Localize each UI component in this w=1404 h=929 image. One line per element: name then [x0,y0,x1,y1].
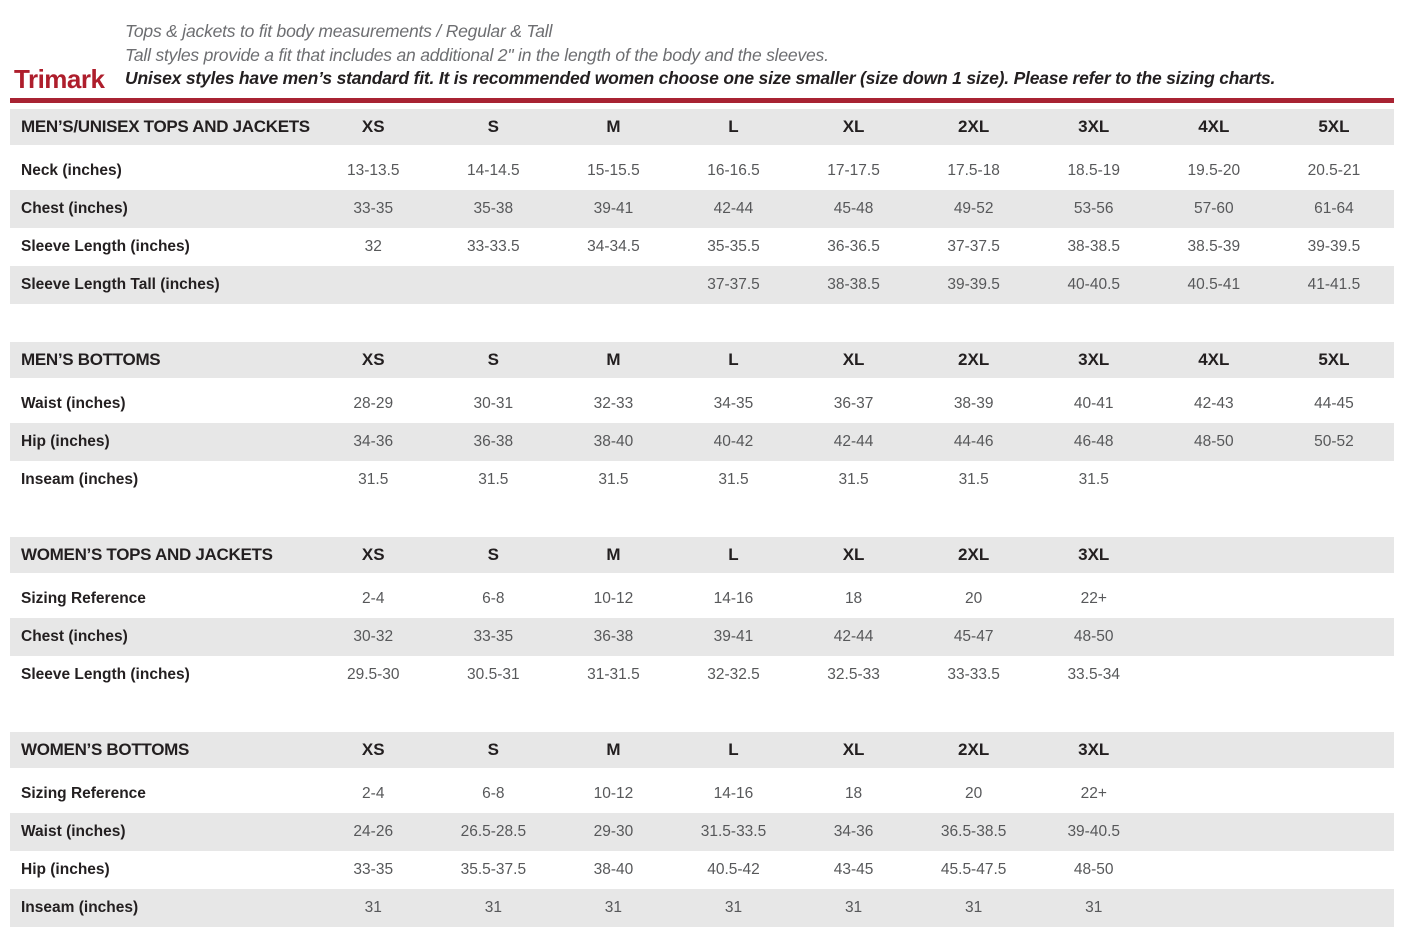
cell-value: 45.5-47.5 [914,851,1034,889]
cell-value: 31.5 [914,461,1034,499]
table-title: WOMEN’S TOPS AND JACKETS [10,537,313,573]
cell-value [1274,580,1394,618]
table-header-row [10,732,1394,768]
table-row [10,889,1394,927]
cell-value: 36-37 [794,385,914,423]
cell-value: 57-60 [1154,190,1274,228]
cell-value: 35.5-37.5 [433,851,553,889]
table-title: MEN’S/UNISEX TOPS AND JACKETS [10,109,313,145]
cell-value: 40-41 [1034,385,1154,423]
cell-value: 14-14.5 [433,152,553,190]
cell-value [1154,580,1274,618]
size-column-header: 4XL [1154,342,1274,378]
table-row [10,461,1394,499]
size-table [10,342,1394,499]
row-label: Sleeve Length Tall (inches) [10,266,313,304]
cell-value: 31.5-33.5 [673,813,793,851]
intro-line-unisex: Unisex styles have men’s standard fit. It is recommended women choose one size smaller (size down 1 size). Please refer to the sizing charts. [125,68,1276,88]
cell-value: 40.5-41 [1154,266,1274,304]
size-column-header: M [553,537,673,573]
cell-value: 61-64 [1274,190,1394,228]
cell-value: 46-48 [1034,423,1154,461]
size-column-header: 5XL [1274,109,1394,145]
row-label: Hip (inches) [10,423,313,461]
page-header [0,0,1404,103]
cell-value: 38-40 [553,851,673,889]
table-header-row [10,342,1394,378]
cell-value: 40.5-42 [673,851,793,889]
cell-value: 35-35.5 [673,228,793,266]
size-column-header: L [673,342,793,378]
cell-value: 36-38 [553,618,673,656]
cell-value: 31 [1034,889,1154,927]
size-column-header: S [433,732,553,768]
size-column-header: S [433,537,553,573]
cell-value: 39-39.5 [914,266,1034,304]
row-label: Sizing Reference [10,775,313,813]
row-label: Hip (inches) [10,851,313,889]
cell-value: 38-39 [914,385,1034,423]
cell-value: 31 [673,889,793,927]
size-column-header: 3XL [1034,537,1154,573]
row-label: Sleeve Length (inches) [10,656,313,694]
row-label: Sleeve Length (inches) [10,228,313,266]
cell-value: 38.5-39 [1154,228,1274,266]
cell-value: 17-17.5 [794,152,914,190]
size-column-header [1154,537,1274,573]
cell-value: 10-12 [553,580,673,618]
size-column-header: 2XL [914,732,1034,768]
cell-value: 32-32.5 [673,656,793,694]
intro-text-block [125,20,1384,91]
cell-value: 17.5-18 [914,152,1034,190]
cell-value: 44-45 [1274,385,1394,423]
cell-value: 32 [313,228,433,266]
cell-value: 6-8 [433,775,553,813]
cell-value: 31 [794,889,914,927]
size-column-header [1274,732,1394,768]
cell-value [1274,775,1394,813]
cell-value: 45-48 [794,190,914,228]
cell-value: 34-36 [313,423,433,461]
cell-value: 20 [914,580,1034,618]
row-label: Sizing Reference [10,580,313,618]
size-column-header: XL [794,109,914,145]
size-column-header [1274,537,1394,573]
cell-value: 28-29 [313,385,433,423]
table-header-row [10,537,1394,573]
size-column-header: L [673,537,793,573]
cell-value: 38-38.5 [1034,228,1154,266]
cell-value: 40-42 [673,423,793,461]
cell-value [1154,851,1274,889]
size-column-header: M [553,109,673,145]
cell-value [313,266,433,304]
cell-value [1274,889,1394,927]
size-column-header: XL [794,537,914,573]
row-label: Waist (inches) [10,385,313,423]
size-column-header: 3XL [1034,732,1154,768]
cell-value: 36.5-38.5 [914,813,1034,851]
cell-value [1274,813,1394,851]
cell-value: 20.5-21 [1274,152,1394,190]
cell-value: 36-36.5 [794,228,914,266]
intro-line-fit: Tops & jackets to fit body measurements / Regular & Tall [125,21,553,41]
cell-value: 42-44 [794,423,914,461]
cell-value: 34-34.5 [553,228,673,266]
cell-value: 32-33 [553,385,673,423]
intro-line-tall: Tall styles provide a fit that includes an additional 2" in the length of the body and the sleeves. [125,44,829,65]
row-label: Chest (inches) [10,618,313,656]
cell-value: 39-41 [673,618,793,656]
cell-value: 19.5-20 [1154,152,1274,190]
cell-value: 13-13.5 [313,152,433,190]
cell-value [1154,618,1274,656]
cell-value: 18.5-19 [1034,152,1154,190]
table-row [10,152,1394,190]
cell-value: 31 [914,889,1034,927]
cell-value: 10-12 [553,775,673,813]
cell-value: 33-35 [313,190,433,228]
table-title: MEN’S BOTTOMS [10,342,313,378]
cell-value: 29-30 [553,813,673,851]
size-column-header: XL [794,342,914,378]
table-row [10,266,1394,304]
cell-value: 16-16.5 [673,152,793,190]
brand-logo: Trimark [14,64,105,94]
cell-value: 33-35 [313,851,433,889]
cell-value: 33-35 [433,618,553,656]
table-row [10,228,1394,266]
table-row [10,385,1394,423]
size-column-header: L [673,109,793,145]
table-row [10,851,1394,889]
cell-value [1274,656,1394,694]
cell-value: 31 [553,889,673,927]
cell-value: 37-37.5 [914,228,1034,266]
cell-value: 34-36 [794,813,914,851]
size-column-header: S [433,342,553,378]
size-column-header: XL [794,732,914,768]
cell-value [1154,889,1274,927]
cell-value: 33.5-34 [1034,656,1154,694]
cell-value: 44-46 [914,423,1034,461]
row-label: Inseam (inches) [10,461,313,499]
cell-value: 42-44 [794,618,914,656]
cell-value [1274,461,1394,499]
size-tables-container [10,109,1394,927]
cell-value: 45-47 [914,618,1034,656]
size-column-header: 3XL [1034,342,1154,378]
size-column-header: 3XL [1034,109,1154,145]
size-column-header [1154,732,1274,768]
cell-value: 2-4 [313,580,433,618]
cell-value: 14-16 [673,775,793,813]
cell-value: 31.5 [1034,461,1154,499]
cell-value: 42-44 [673,190,793,228]
cell-value: 42-43 [1154,385,1274,423]
cell-value: 32.5-33 [794,656,914,694]
cell-value: 53-56 [1034,190,1154,228]
cell-value: 48-50 [1154,423,1274,461]
cell-value: 26.5-28.5 [433,813,553,851]
size-column-header: 5XL [1274,342,1394,378]
cell-value: 35-38 [433,190,553,228]
table-row [10,190,1394,228]
cell-value: 40-40.5 [1034,266,1154,304]
cell-value: 31 [313,889,433,927]
table-row [10,618,1394,656]
cell-value: 31.5 [313,461,433,499]
cell-value: 50-52 [1274,423,1394,461]
cell-value [1154,813,1274,851]
cell-value: 38-40 [553,423,673,461]
cell-value [433,266,553,304]
row-label: Neck (inches) [10,152,313,190]
size-column-header: 2XL [914,342,1034,378]
red-divider-rule [10,98,1394,103]
cell-value: 18 [794,580,914,618]
cell-value: 30-31 [433,385,553,423]
cell-value [1274,851,1394,889]
cell-value [1154,775,1274,813]
table-row [10,580,1394,618]
size-table [10,109,1394,304]
cell-value: 33-33.5 [433,228,553,266]
table-row [10,775,1394,813]
cell-value: 31.5 [673,461,793,499]
cell-value: 39-40.5 [1034,813,1154,851]
row-label: Chest (inches) [10,190,313,228]
cell-value: 31-31.5 [553,656,673,694]
header-spacer [10,145,1394,152]
cell-value: 48-50 [1034,851,1154,889]
size-column-header: M [553,732,673,768]
size-column-header: XS [313,732,433,768]
cell-value: 33-33.5 [914,656,1034,694]
row-label: Inseam (inches) [10,889,313,927]
size-column-header: S [433,109,553,145]
cell-value: 38-38.5 [794,266,914,304]
size-column-header: L [673,732,793,768]
cell-value: 20 [914,775,1034,813]
header-spacer [10,768,1394,775]
cell-value: 48-50 [1034,618,1154,656]
cell-value: 36-38 [433,423,553,461]
header-spacer [10,573,1394,580]
header-spacer [10,378,1394,385]
row-label: Waist (inches) [10,813,313,851]
cell-value: 31.5 [433,461,553,499]
cell-value: 6-8 [433,580,553,618]
size-table [10,537,1394,694]
cell-value: 22+ [1034,775,1154,813]
cell-value: 24-26 [313,813,433,851]
size-column-header: 2XL [914,537,1034,573]
cell-value: 39-39.5 [1274,228,1394,266]
cell-value: 31.5 [553,461,673,499]
cell-value: 39-41 [553,190,673,228]
size-column-header: XS [313,537,433,573]
cell-value [1154,461,1274,499]
cell-value: 15-15.5 [553,152,673,190]
cell-value: 29.5-30 [313,656,433,694]
cell-value [553,266,673,304]
cell-value: 31 [433,889,553,927]
size-column-header: M [553,342,673,378]
cell-value [1154,656,1274,694]
size-column-header: 2XL [914,109,1034,145]
cell-value: 49-52 [914,190,1034,228]
cell-value: 2-4 [313,775,433,813]
cell-value: 22+ [1034,580,1154,618]
cell-value: 14-16 [673,580,793,618]
cell-value: 30-32 [313,618,433,656]
size-column-header: XS [313,109,433,145]
cell-value: 31.5 [794,461,914,499]
table-title: WOMEN’S BOTTOMS [10,732,313,768]
table-row [10,423,1394,461]
size-column-header: XS [313,342,433,378]
cell-value: 34-35 [673,385,793,423]
table-row [10,656,1394,694]
cell-value: 41-41.5 [1274,266,1394,304]
cell-value: 18 [794,775,914,813]
table-header-row [10,109,1394,145]
cell-value: 43-45 [794,851,914,889]
cell-value: 37-37.5 [673,266,793,304]
size-table [10,732,1394,927]
size-column-header: 4XL [1154,109,1274,145]
cell-value: 30.5-31 [433,656,553,694]
cell-value [1274,618,1394,656]
table-row [10,813,1394,851]
